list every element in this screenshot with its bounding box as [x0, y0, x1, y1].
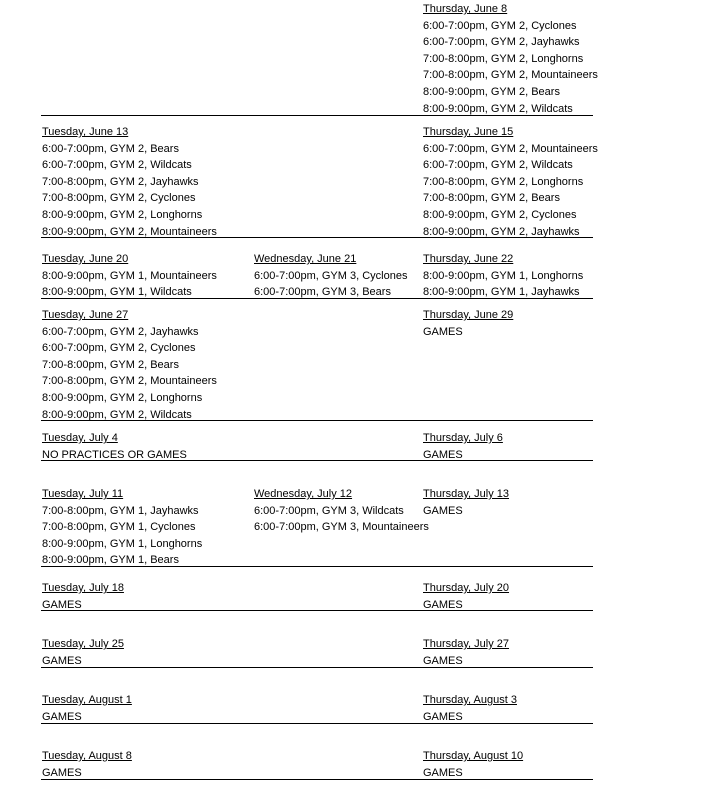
games-label: GAMES — [42, 710, 82, 723]
schedule-day-tue-jun27 — [42, 307, 217, 423]
schedule-day-thu-aug10 — [423, 748, 523, 781]
practice-slot: 8:00-9:00pm, GYM 2, Longhorns — [42, 391, 203, 404]
games-label: GAMES — [42, 766, 82, 779]
schedule-day-thu-jul13 — [423, 486, 509, 519]
games-label: GAMES — [423, 504, 463, 517]
practice-slot: 8:00-9:00pm, GYM 1, Longhorns — [42, 537, 203, 550]
schedule-day-wed-jul12 — [254, 486, 429, 536]
day-heading: Thursday, June 29 — [423, 309, 514, 321]
schedule-day-tue-aug1 — [42, 692, 132, 725]
day-heading: Thursday, June 22 — [423, 253, 514, 265]
practice-slot: 8:00-9:00pm, GYM 2, Wildcats — [42, 408, 192, 421]
no-practice-note: NO PRACTICES OR GAMES — [42, 448, 187, 461]
day-heading: Tuesday, August 1 — [42, 694, 132, 706]
practice-slot: 8:00-9:00pm, GYM 2, Cyclones — [423, 208, 577, 221]
games-label: GAMES — [423, 710, 463, 723]
day-heading: Tuesday, July 4 — [42, 432, 118, 444]
schedule-day-tue-jul18 — [42, 580, 124, 613]
practice-slot: 8:00-9:00pm, GYM 2, Jayhawks — [423, 225, 580, 238]
practice-slot: 8:00-9:00pm, GYM 2, Longhorns — [42, 208, 203, 221]
games-label: GAMES — [423, 598, 463, 611]
row-divider — [41, 779, 593, 780]
schedule-day-tue-jul4 — [42, 430, 187, 463]
schedule-day-tue-jul25 — [42, 636, 124, 669]
practice-slot: 6:00-7:00pm, GYM 2, Jayhawks — [42, 325, 199, 338]
schedule-day-thu-aug3 — [423, 692, 517, 725]
schedule-day-thu-jul27 — [423, 636, 509, 669]
practice-slot: 6:00-7:00pm, GYM 3, Cyclones — [254, 269, 408, 282]
games-label: GAMES — [423, 654, 463, 667]
schedule-day-thu-jul6 — [423, 430, 503, 463]
games-label: GAMES — [423, 766, 463, 779]
day-heading: Tuesday, July 11 — [42, 488, 124, 500]
practice-slot: 8:00-9:00pm, GYM 2, Wildcats — [423, 102, 573, 115]
schedule-day-thu-jul20 — [423, 580, 509, 613]
practice-slot: 7:00-8:00pm, GYM 1, Jayhawks — [42, 504, 199, 517]
row-divider — [41, 237, 593, 238]
practice-slot: 6:00-7:00pm, GYM 2, Bears — [42, 142, 179, 155]
practice-slot: 8:00-9:00pm, GYM 1, Wildcats — [42, 286, 192, 299]
practice-slot: 6:00-7:00pm, GYM 2, Cyclones — [423, 19, 577, 32]
games-label: GAMES — [423, 448, 463, 461]
day-heading: Tuesday, June 20 — [42, 253, 129, 265]
practice-slot: 7:00-8:00pm, GYM 2, Mountaineers — [423, 69, 598, 82]
schedule-day-thu-jun22 — [423, 251, 583, 301]
practice-slot: 8:00-9:00pm, GYM 1, Mountaineers — [42, 269, 217, 282]
day-heading: Thursday, June 15 — [423, 126, 514, 138]
day-heading: Wednesday, June 21 — [254, 253, 357, 265]
schedule-day-tue-jun20 — [42, 251, 217, 301]
practice-slot: 7:00-8:00pm, GYM 2, Bears — [42, 358, 179, 371]
practice-slot: 7:00-8:00pm, GYM 2, Longhorns — [423, 52, 584, 65]
day-heading: Thursday, July 27 — [423, 638, 510, 650]
practice-slot: 8:00-9:00pm, GYM 1, Bears — [42, 554, 179, 567]
practice-slot: 6:00-7:00pm, GYM 2, Jayhawks — [423, 36, 580, 49]
day-heading: Tuesday, June 27 — [42, 309, 129, 321]
practice-slot: 6:00-7:00pm, GYM 3, Bears — [254, 286, 391, 299]
row-divider — [41, 460, 593, 461]
practice-slot: 8:00-9:00pm, GYM 2, Mountaineers — [42, 225, 217, 238]
practice-slot: 8:00-9:00pm, GYM 1, Jayhawks — [423, 286, 580, 299]
games-label: GAMES — [42, 654, 82, 667]
day-heading: Thursday, June 8 — [423, 3, 508, 15]
practice-slot: 7:00-8:00pm, GYM 2, Jayhawks — [42, 175, 199, 188]
practice-slot: 6:00-7:00pm, GYM 2, Wildcats — [42, 159, 192, 172]
day-heading: Thursday, July 20 — [423, 582, 510, 594]
day-heading: Thursday, August 10 — [423, 750, 524, 762]
games-label: GAMES — [423, 325, 463, 338]
practice-slot: 8:00-9:00pm, GYM 2, Bears — [423, 85, 560, 98]
practice-slot: 6:00-7:00pm, GYM 3, Wildcats — [254, 504, 404, 517]
practice-slot: 8:00-9:00pm, GYM 1, Longhorns — [423, 269, 584, 282]
day-heading: Tuesday, August 8 — [42, 750, 132, 762]
day-heading: Tuesday, July 18 — [42, 582, 124, 594]
day-heading: Wednesday, July 12 — [254, 488, 353, 500]
schedule-day-tue-jul11 — [42, 486, 202, 569]
day-heading: Thursday, August 3 — [423, 694, 517, 706]
schedule-day-thu-jun8 — [423, 1, 598, 117]
day-heading: Tuesday, July 25 — [42, 638, 124, 650]
practice-slot: 7:00-8:00pm, GYM 2, Mountaineers — [42, 375, 217, 388]
day-heading: Tuesday, June 13 — [42, 126, 129, 138]
games-label: GAMES — [42, 598, 82, 611]
schedule-day-thu-jun29 — [423, 307, 513, 340]
row-divider — [41, 610, 593, 611]
practice-slot: 6:00-7:00pm, GYM 2, Cyclones — [42, 342, 196, 355]
schedule-day-tue-jun13 — [42, 124, 217, 240]
row-divider — [41, 420, 593, 421]
practice-slot: 6:00-7:00pm, GYM 2, Mountaineers — [423, 142, 598, 155]
practice-slot: 6:00-7:00pm, GYM 3, Mountaineers — [254, 521, 429, 534]
schedule-day-tue-aug8 — [42, 748, 132, 781]
day-heading: Thursday, July 13 — [423, 488, 510, 500]
day-heading: Thursday, July 6 — [423, 432, 503, 444]
schedule-day-wed-jun21 — [254, 251, 407, 301]
row-divider — [41, 723, 593, 724]
row-divider — [41, 667, 593, 668]
practice-slot: 7:00-8:00pm, GYM 2, Bears — [423, 192, 560, 205]
practice-slot: 7:00-8:00pm, GYM 2, Longhorns — [423, 175, 584, 188]
practice-slot: 7:00-8:00pm, GYM 2, Cyclones — [42, 192, 196, 205]
row-divider — [41, 115, 593, 116]
row-divider — [41, 566, 593, 567]
practice-slot: 6:00-7:00pm, GYM 2, Wildcats — [423, 159, 573, 172]
row-divider — [41, 298, 593, 299]
practice-slot: 7:00-8:00pm, GYM 1, Cyclones — [42, 521, 196, 534]
schedule-day-thu-jun15 — [423, 124, 598, 240]
